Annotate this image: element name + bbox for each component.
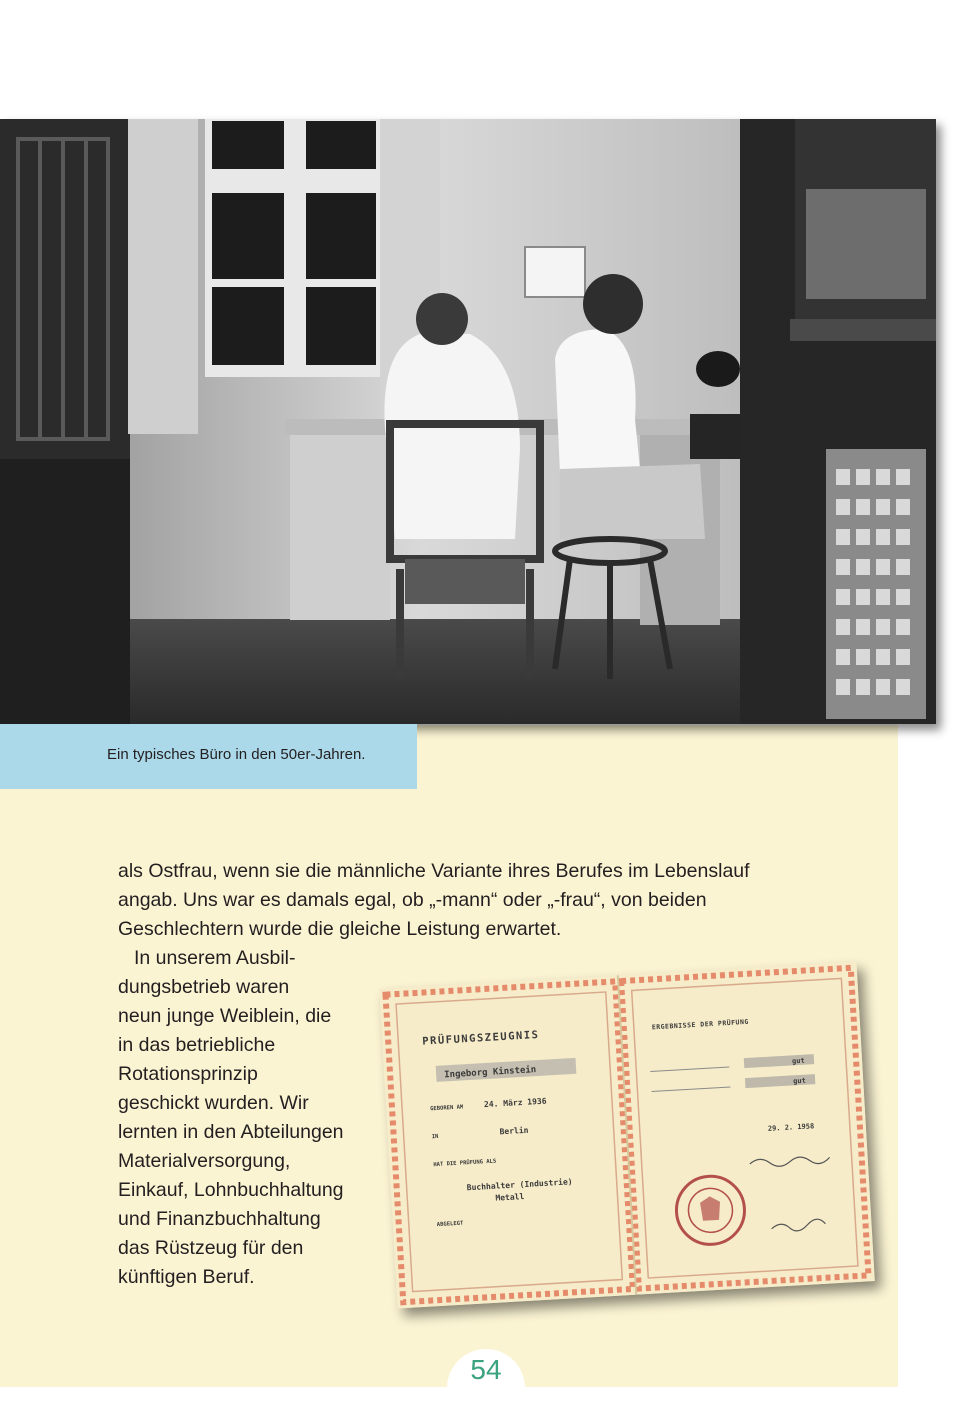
office-photo — [0, 119, 936, 724]
certificate-born-value: 24. März 1936 — [483, 1096, 547, 1110]
certificate-born-label: GEBOREN AM — [430, 1104, 464, 1113]
certificate-in-value: Berlin — [499, 1125, 529, 1137]
certificate-profession-1: Buchhalter (Industrie) — [466, 1177, 573, 1193]
column-line: geschickt wurden. Wir — [118, 1092, 309, 1114]
body-line: Geschlechtern wurde die gleiche Leistung erwartet. — [118, 918, 562, 940]
column-line: in das betriebliche — [118, 1034, 276, 1056]
certificate-date: 29. 2. 1958 — [767, 1122, 815, 1133]
certificate-profession-2: Metall — [495, 1192, 525, 1203]
column-line: neun junge Weiblein, die — [118, 1005, 332, 1027]
photo-caption-box — [0, 724, 417, 789]
certificate-name: Ingeborg Kinstein — [443, 1065, 537, 1081]
body-line: angab. Uns war es damals egal, ob „-mann“ oder „-frau“, von beiden — [118, 889, 707, 911]
body-paragraph — [118, 857, 818, 944]
exam-certificate-image — [379, 962, 875, 1309]
certificate-results-title: ERGEBNISSE DER PRÜFUNG — [651, 1017, 750, 1032]
column-line: lernten in den Abteilungen — [118, 1121, 344, 1143]
certificate-result-2: gut — [792, 1076, 807, 1086]
column-line: Einkauf, Lohnbuchhaltung — [118, 1179, 344, 1201]
page-number: 54 — [470, 1354, 502, 1385]
body-line: als Ostfrau, wenn sie die männliche Variante ihres Berufes im Lebenslauf — [118, 860, 750, 882]
column-line: dungsbetrieb waren — [118, 976, 290, 998]
column-line: Materialversorgung, — [118, 1150, 291, 1172]
column-line: künftigen Beruf. — [118, 1266, 255, 1288]
column-line: In unserem Ausbil- — [134, 947, 296, 969]
certificate-title: PRÜFUNGSZEUGNIS — [421, 1028, 540, 1048]
column-line: Rotationsprinzip — [118, 1063, 258, 1085]
photo-caption: Ein typisches Büro in den 50er-Jahren. — [107, 746, 366, 763]
certificate-result-1: gut — [791, 1056, 805, 1066]
column-line: und Finanzbuchhaltung — [118, 1208, 321, 1230]
certificate-passed-label: HAT DIE PRÜFUNG ALS — [433, 1158, 497, 1169]
body-column-paragraph — [118, 944, 378, 1292]
certificate-passed-suffix: ABGELEGT — [436, 1220, 464, 1229]
certificate-in-label: IN — [431, 1133, 439, 1141]
column-line: das Rüstzeug für den — [118, 1237, 304, 1259]
